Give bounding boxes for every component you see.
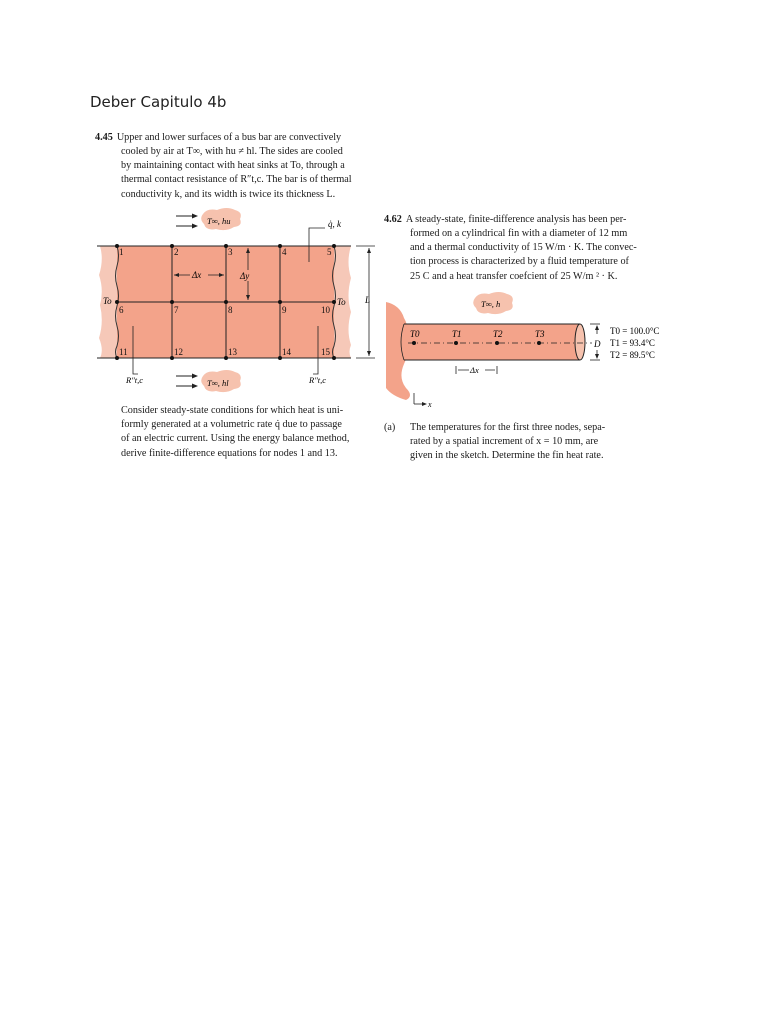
contact-resistance-right: R″t,c <box>309 375 326 385</box>
node-t0: T0 <box>410 329 420 339</box>
node-label: 14 <box>282 347 291 357</box>
right-temp-label: To <box>337 297 346 307</box>
text-line: A steady-state, finite-difference analysis has been per- <box>405 214 627 225</box>
text-line: conductivity k, and its width is twice its thickness L. <box>121 188 336 200</box>
axis-x-label: x <box>428 400 432 409</box>
fin-convection-label: T∞, h <box>481 299 501 309</box>
text-line: The temperatures for the first three nodes, sepa- <box>410 422 606 433</box>
node-label: 9 <box>282 305 287 315</box>
part-a-body <box>410 421 664 464</box>
text-line: cooled by air at T∞, with hu ≠ hl. The sides are cooled <box>121 146 343 157</box>
thickness-label: L <box>365 295 371 305</box>
problem-number: 4.45 <box>95 132 113 143</box>
node-label: 4 <box>282 247 287 257</box>
dx-label: Δx <box>192 270 202 280</box>
generation-label: q̇, k <box>328 219 341 229</box>
node-label: 1 <box>119 247 124 257</box>
bottom-convection-label: T∞, hl <box>207 378 229 388</box>
node-t3: T3 <box>535 329 545 339</box>
text-line: thermal contact resistance of R″t,c. The bar is of thermal <box>121 174 352 186</box>
node-label: 2 <box>174 247 179 257</box>
node-label: 12 <box>174 347 183 357</box>
text-line: formly generated at a volumetric rate q̇ due to passage <box>121 419 342 431</box>
node-label: 15 <box>321 347 330 357</box>
node-label: 7 <box>174 305 179 315</box>
node-label: 10 <box>321 305 330 315</box>
node-label: 13 <box>228 347 237 357</box>
text-line: given in the sketch. Determine the fin heat rate. <box>410 450 604 462</box>
node-label: 11 <box>119 347 128 357</box>
top-convection-label: T∞, hu <box>207 216 231 226</box>
given-t0: T0 = 100.0°C <box>610 326 660 336</box>
node-label: 8 <box>228 305 233 315</box>
text-line: rated by a spatial increment of x = 10 mm, are <box>410 436 599 448</box>
text-line: Consider steady-state conditions for which heat is uni- <box>121 405 344 416</box>
node-label: 3 <box>228 247 233 257</box>
text-line: 25 C and a heat transfer coefcient of 25 W/m ² · K. <box>410 270 618 282</box>
node-t1: T1 <box>452 329 462 339</box>
text-line: formed on a cylindrical fin with a diameter of 12 mm <box>410 228 628 239</box>
contact-resistance-left: R″t,c <box>126 375 143 385</box>
text-line: Upper and lower surfaces of a bus bar are convectively <box>116 132 342 143</box>
text-line: derive finite-difference equations for nodes 1 and 13. <box>121 447 338 459</box>
dy-label: Δy <box>240 271 250 281</box>
text-line: of an electric current. Using the energy balance method, <box>121 433 350 445</box>
text-line: by maintaining contact with heat sinks at To, through a <box>121 160 345 172</box>
page-title: Deber Capitulo 4b <box>90 93 227 111</box>
node-label: 6 <box>119 305 124 315</box>
problem-number: 4.62 <box>384 214 402 225</box>
diameter-label: D <box>594 339 601 349</box>
text-line: and a thermal conductivity of 15 W/m · K. The convec- <box>410 242 637 254</box>
node-label: 5 <box>327 247 332 257</box>
given-t2: T2 = 89.5°C <box>610 350 655 360</box>
text-line: tion process is characterized by a fluid temperature of <box>410 256 629 268</box>
part-a-label: (a) <box>384 422 396 433</box>
left-temp-label: To <box>103 296 112 306</box>
fin-dx-label: Δx <box>470 365 479 375</box>
given-t1: T1 = 93.4°C <box>610 338 655 348</box>
node-t2: T2 <box>493 329 503 339</box>
